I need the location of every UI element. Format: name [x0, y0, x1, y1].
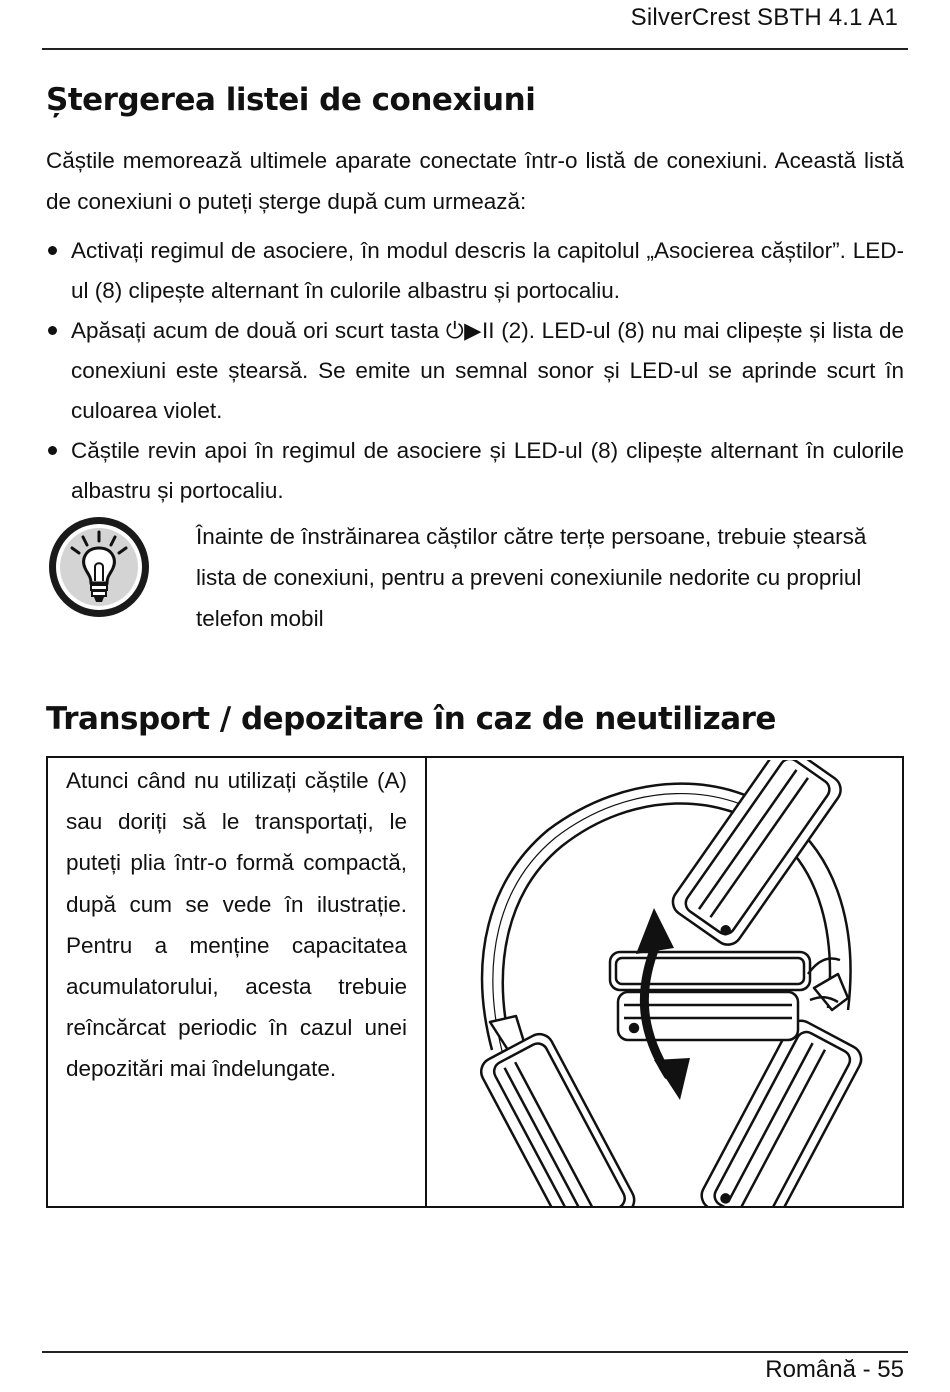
note-text: Înainte de înstrăinarea căștilor către terțe persoane, trebuie ștearsă lista de conexiuni, pentru a preveni conexiunile nedorite cu propriul telefon mobil [196, 524, 867, 631]
footer-rule [42, 1351, 908, 1353]
list-item: Apăsați acum de două ori scurt tasta ⏻▶II (2). LED-ul (8) nu mai clipește și lista de conexiuni este ștearsă. Se emite un semnal sonor și LED-ul se aprinde scurt în culoarea violet. [46, 311, 904, 431]
document-header-title: SilverCrest SBTH 4.1 A1 [630, 4, 898, 31]
table-divider [425, 758, 427, 1206]
section-heading-transport: Transport / depozitare în caz de neutilizare [46, 701, 776, 737]
folding-headphones-illustration [428, 760, 902, 1206]
list-item: Activați regimul de asociere, în modul descris la capitolul „Asocierea căștilor”. LED-ul (8) clipește alternant în culorile albastru și portocaliu. [46, 231, 904, 311]
header-rule [42, 48, 908, 50]
transport-table [46, 756, 904, 1208]
transport-description: Atunci când nu utilizați căștile (A) sau doriți să le transportați, le puteți plia într-o formă compactă, după cum se vede în ilustrație. Pentru a menține capacitatea acumulatorului, acesta trebuie reîncărcat periodic în cazul unei depozitări mai îndelungate. [66, 768, 407, 1082]
page-number: Română - 55 [765, 1356, 904, 1383]
intro-paragraph: Căștile memorează ultimele aparate conectate într-o listă de conexiuni. Această listă de conexiuni o puteți șterge după cum urmează: [46, 148, 904, 214]
steps-list [46, 231, 904, 511]
lightbulb-icon [47, 515, 151, 619]
section-heading-delete-list: Ștergerea listei de conexiuni [46, 82, 536, 118]
list-item: Căștile revin apoi în regimul de asociere și LED-ul (8) clipește alternant în culorile albastru și portocaliu. [46, 431, 904, 511]
